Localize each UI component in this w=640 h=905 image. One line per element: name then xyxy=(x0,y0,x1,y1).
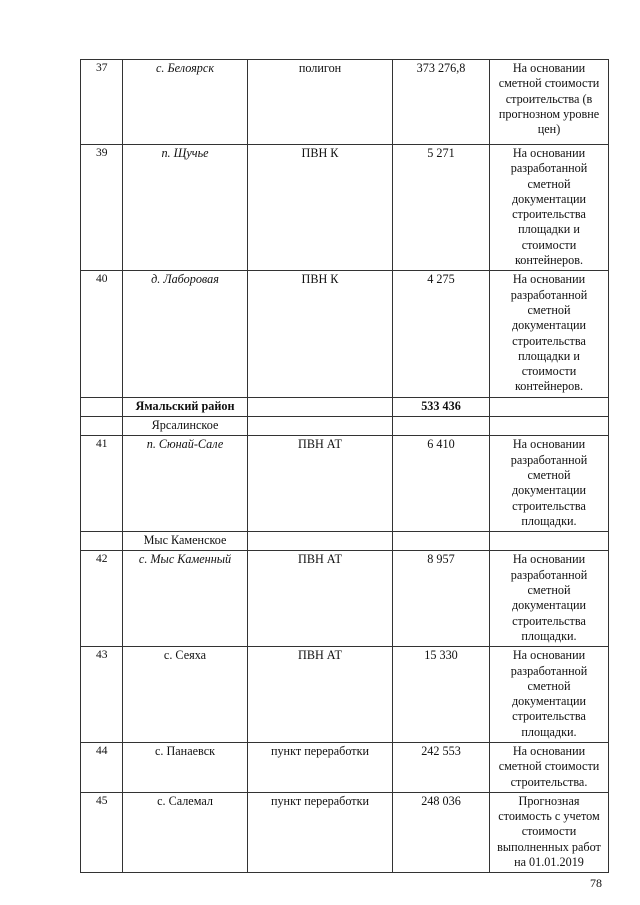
locality-name: с. Мыс Каменный xyxy=(123,551,248,647)
table-row xyxy=(81,271,609,397)
facility-type: полигон xyxy=(248,60,393,145)
empty-cell xyxy=(248,417,393,436)
page-number: 78 xyxy=(590,876,602,890)
table-row xyxy=(81,145,609,271)
row-number: 41 xyxy=(81,436,123,532)
cost-value: 6 410 xyxy=(393,436,490,532)
cost-value: 5 271 xyxy=(393,145,490,271)
row-number: 39 xyxy=(81,145,123,271)
cost-value: 248 036 xyxy=(393,792,490,872)
locality-name: с. Салемал xyxy=(123,792,248,872)
cost-value: 242 553 xyxy=(393,742,490,792)
empty-cell xyxy=(490,417,609,436)
locality-name: д. Лаборовая xyxy=(123,271,248,397)
row-number: 42 xyxy=(81,551,123,647)
facility-type: пункт переработки xyxy=(248,792,393,872)
empty-cell xyxy=(248,532,393,551)
settlement-row xyxy=(81,532,609,551)
locality-name: с. Сеяха xyxy=(123,647,248,743)
empty-cell xyxy=(490,532,609,551)
table-row xyxy=(81,551,609,647)
table-row xyxy=(81,792,609,872)
locality-name: п. Сюнай-Сале xyxy=(123,436,248,532)
empty-cell xyxy=(81,417,123,436)
empty-cell xyxy=(490,397,609,416)
row-number: 40 xyxy=(81,271,123,397)
cost-basis-note: Прогнозная стоимость с учетом стоимости выполненных работ на 01.01.2019 xyxy=(490,792,609,872)
cost-value: 373 276,8 xyxy=(393,60,490,145)
empty-cell xyxy=(393,532,490,551)
cost-basis-note: На основании сметной стоимости строительства (в прогнозном уровне цен) xyxy=(490,60,609,145)
facility-type: ПВН АТ xyxy=(248,647,393,743)
facility-type: ПВН АТ xyxy=(248,551,393,647)
district-name: Ямальский район xyxy=(123,397,248,416)
empty-cell xyxy=(248,397,393,416)
empty-cell xyxy=(81,532,123,551)
row-number: 37 xyxy=(81,60,123,145)
row-number: 43 xyxy=(81,647,123,743)
settlement-row xyxy=(81,417,609,436)
settlement-name: Ярсалинское xyxy=(123,417,248,436)
locality-name: с. Белоярск xyxy=(123,60,248,145)
facility-type: ПВН К xyxy=(248,145,393,271)
facility-type: пункт переработки xyxy=(248,742,393,792)
district-row xyxy=(81,397,609,416)
settlement-name: Мыс Каменское xyxy=(123,532,248,551)
table-row xyxy=(81,742,609,792)
district-total: 533 436 xyxy=(393,397,490,416)
table-row xyxy=(81,60,609,145)
empty-cell xyxy=(393,417,490,436)
row-number: 45 xyxy=(81,792,123,872)
cost-basis-note: На основании разработанной сметной документации строительства площадки. xyxy=(490,647,609,743)
empty-cell xyxy=(81,397,123,416)
cost-basis-note: На основании разработанной сметной документации строительства площадки и стоимости контейнеров. xyxy=(490,271,609,397)
locality-name: п. Щучье xyxy=(123,145,248,271)
facility-type: ПВН АТ xyxy=(248,436,393,532)
cost-value: 4 275 xyxy=(393,271,490,397)
cost-basis-note: На основании разработанной сметной документации строительства площадки. xyxy=(490,436,609,532)
cost-basis-note: На основании разработанной сметной документации строительства площадки. xyxy=(490,551,609,647)
cost-basis-note: На основании разработанной сметной документации строительства площадки и стоимости контейнеров. xyxy=(490,145,609,271)
cost-table xyxy=(80,59,609,873)
locality-name: с. Панаевск xyxy=(123,742,248,792)
cost-basis-note: На основании сметной стоимости строительства. xyxy=(490,742,609,792)
facility-type: ПВН К xyxy=(248,271,393,397)
table-row xyxy=(81,647,609,743)
cost-value: 15 330 xyxy=(393,647,490,743)
cost-value: 8 957 xyxy=(393,551,490,647)
cost-table-body xyxy=(81,60,609,873)
row-number: 44 xyxy=(81,742,123,792)
table-row xyxy=(81,436,609,532)
